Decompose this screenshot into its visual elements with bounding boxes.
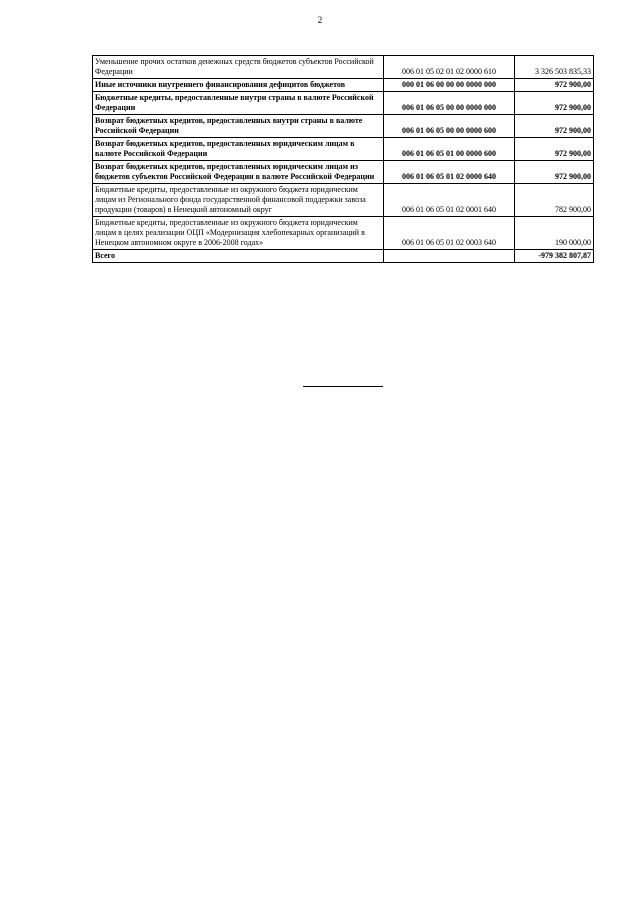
row-amount: 782 900,00 bbox=[515, 184, 594, 217]
total-label: Всего bbox=[93, 250, 384, 263]
budget-sources-table bbox=[92, 55, 594, 263]
row-code: 006 01 06 05 01 02 0003 640 bbox=[384, 217, 515, 250]
row-code: 006 01 06 05 01 00 0000 600 bbox=[384, 138, 515, 161]
row-amount: 972 900,00 bbox=[515, 115, 594, 138]
row-code: 006 01 05 02 01 02 0000 610 bbox=[384, 56, 515, 79]
end-of-document-rule bbox=[303, 386, 383, 387]
row-code: 006 01 06 05 01 02 0001 640 bbox=[384, 184, 515, 217]
page-number: 2 bbox=[317, 15, 323, 25]
row-name: Уменьшение прочих остатков денежных средств бюджетов субъектов Российской Федерации bbox=[93, 56, 384, 79]
row-code: 006 01 06 05 00 00 0000 000 bbox=[384, 92, 515, 115]
row-name: Бюджетные кредиты, предоставленные из окружного бюджета юридическим лицам в целях реализации ОЦП «Модернизация хлебопекарных организаций в Ненецком автономном округе в 2006-2008 годах» bbox=[93, 217, 384, 250]
total-row bbox=[93, 250, 594, 263]
table-row bbox=[93, 161, 594, 184]
total-code bbox=[384, 250, 515, 263]
row-amount: 972 900,00 bbox=[515, 92, 594, 115]
table-row bbox=[93, 217, 594, 250]
row-code: 006 01 06 05 00 00 0000 600 bbox=[384, 115, 515, 138]
row-name: Иные источники внутреннего финансирования дефицитов бюджетов bbox=[93, 79, 384, 92]
row-name: Возврат бюджетных кредитов, предоставленных юридическим лицам в валюте Российской Федерации bbox=[93, 138, 384, 161]
row-amount: 190 000,00 bbox=[515, 217, 594, 250]
row-name: Бюджетные кредиты, предоставленные из окружного бюджета юридическим лицам из Регионального фонда государственной финансовой поддержки завоза продукции (товаров) в Ненецкий автономный округ bbox=[93, 184, 384, 217]
table-row bbox=[93, 138, 594, 161]
row-code: 000 01 06 00 00 00 0000 000 bbox=[384, 79, 515, 92]
row-code: 006 01 06 05 01 02 0000 640 bbox=[384, 161, 515, 184]
row-name: Бюджетные кредиты, предоставленные внутри страны в валюте Российской Федерации bbox=[93, 92, 384, 115]
table-row bbox=[93, 79, 594, 92]
table-row bbox=[93, 184, 594, 217]
row-amount: 972 900,00 bbox=[515, 161, 594, 184]
row-name: Возврат бюджетных кредитов, предоставленных юридическим лицам из бюджетов субъектов Российской Федерации в валюте Российской Федерации bbox=[93, 161, 384, 184]
row-amount: 3 326 503 835,33 bbox=[515, 56, 594, 79]
row-amount: 972 900,00 bbox=[515, 138, 594, 161]
total-amount: -979 382 807,87 bbox=[515, 250, 594, 263]
table-row bbox=[93, 56, 594, 79]
table-row bbox=[93, 92, 594, 115]
table-row bbox=[93, 115, 594, 138]
row-name: Возврат бюджетных кредитов, предоставленных внутри страны в валюте Российской Федерации bbox=[93, 115, 384, 138]
row-amount: 972 900,00 bbox=[515, 79, 594, 92]
